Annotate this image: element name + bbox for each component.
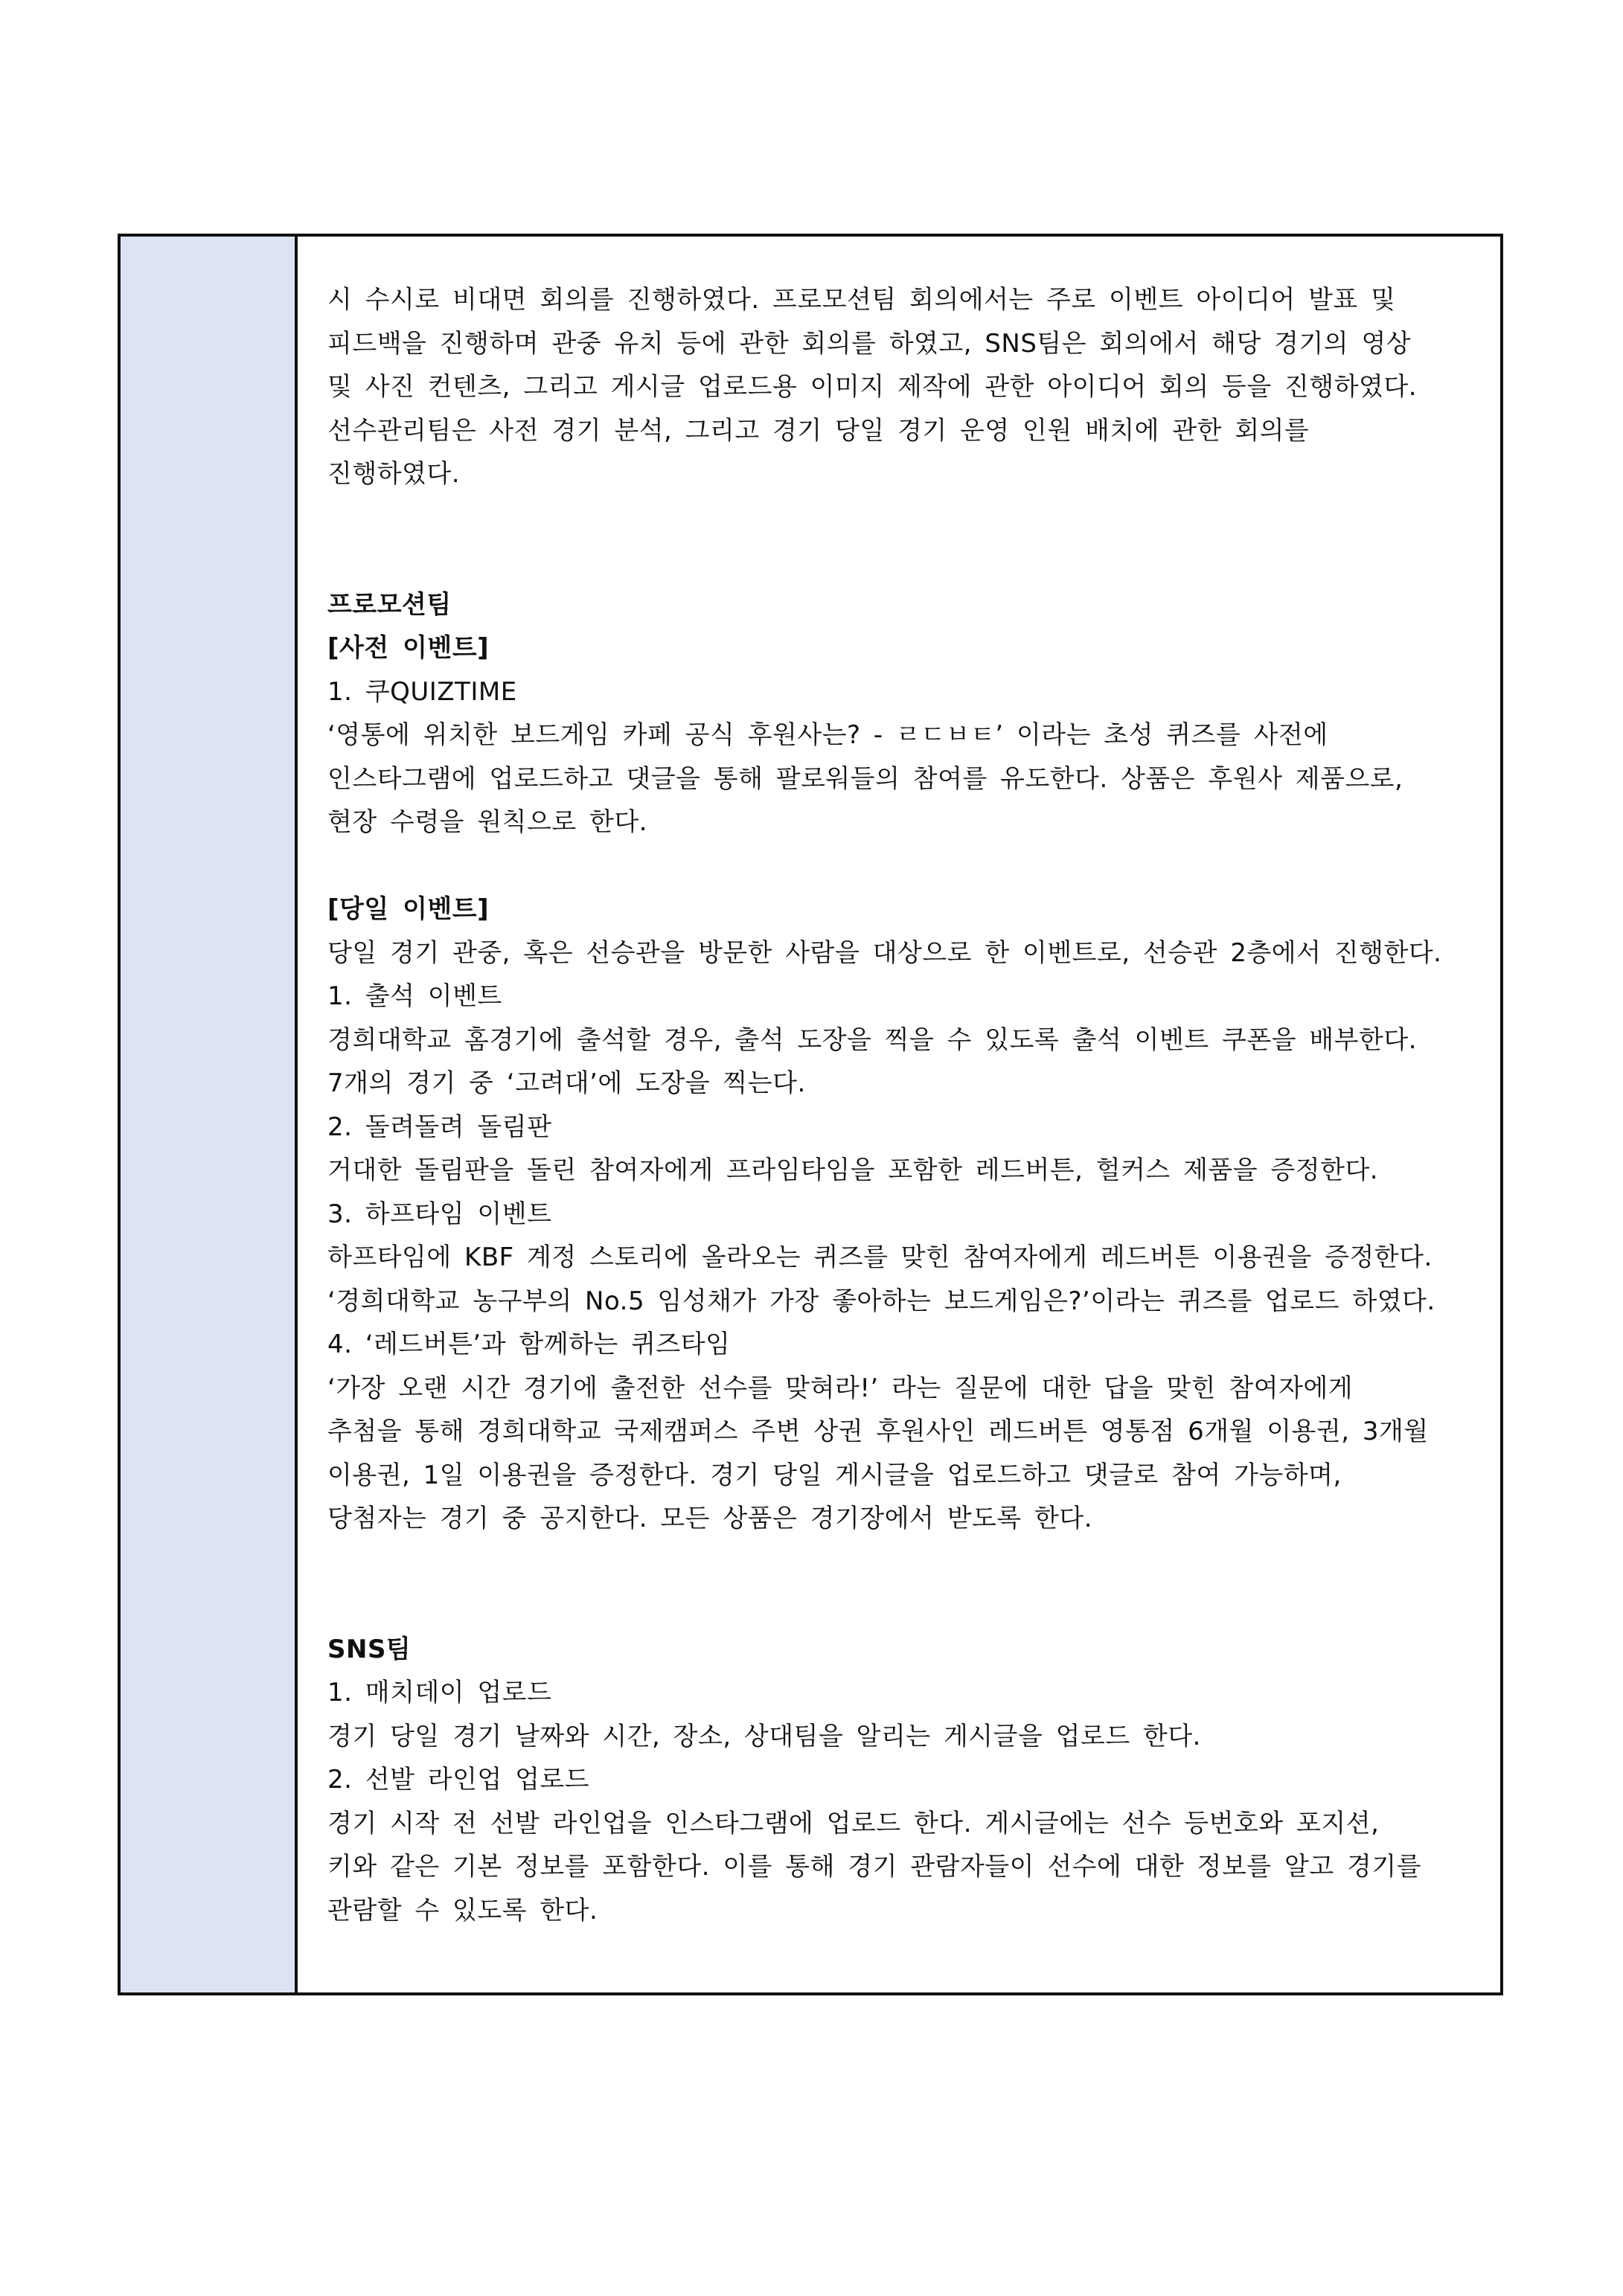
- day-event-line: ‘가장 오랜 시간 경기에 출전한 선수를 맞혀라!’ 라는 질문에 대한 답을 맞힌 참여자에게: [327, 1373, 1354, 1403]
- intro-line: 선수관리팀은 사전 경기 분석, 그리고 경기 당일 경기 운영 인원 배치에 관한 회의를: [327, 415, 1310, 446]
- sns-line: 키와 같은 기본 정보를 포함한다. 이를 통해 경기 관람자들이 선수에 대한 정보를 알고 경기를: [327, 1852, 1422, 1882]
- spacer: [327, 844, 1485, 888]
- table-content-cell: [298, 237, 1500, 1992]
- pre-event-line: 1. 쿠QUIZTIME: [327, 676, 517, 707]
- day-event-line: 당첨자는 경기 중 공지한다. 모든 상품은 경기장에서 받도록 한다.: [327, 1504, 1093, 1533]
- day-event-line: 1. 출석 이벤트: [327, 981, 502, 1011]
- day-event-line: 이용권, 1일 이용권을 증정한다. 경기 당일 게시글을 업로드하고 댓글로 참여 가능하며,: [327, 1460, 1342, 1490]
- sns-line: 경기 시작 전 선발 라인업을 인스타그램에 업로드 한다. 게시글에는 선수 등번호와 포지션,: [327, 1808, 1380, 1838]
- intro-line: 및 사진 컨텐츠, 그리고 게시글 업로드용 이미지 제작에 관한 아이디어 회의 등을 진행하였다.: [327, 372, 1418, 402]
- pre-event-line: 인스타그램에 업로드하고 댓글을 통해 팔로워들의 참여를 유도한다. 상품은 후원사 제품으로,: [327, 763, 1403, 794]
- day-event-heading: [당일 이벤트]: [327, 894, 490, 924]
- day-event-line: 거대한 돌림판을 돌린 참여자에게 프라임타임을 포함한 레드버튼, 헐커스 제품을 증정한다.: [327, 1155, 1379, 1185]
- intro-line: 진행하였다.: [327, 459, 461, 489]
- day-event-line: 추첨을 통해 경희대학교 국제캠퍼스 주변 상권 후원사인 레드버튼 영통점 6개월 이용권, 3개월: [327, 1417, 1429, 1446]
- day-event-line: 7개의 경기 중 ‘고려대’에 도장을 찍는다.: [327, 1068, 806, 1098]
- pre-event-line: ‘영통에 위치한 보드게임 카페 공식 후원사는? - ㄹㄷㅂㅌ’ 이라는 초성 퀴즈를 사전에: [327, 720, 1328, 750]
- sns-line: 2. 선발 라인업 업로드: [327, 1765, 590, 1795]
- sns-team-heading: SNS팀: [327, 1634, 412, 1664]
- sns-line: 1. 매치데이 업로드: [327, 1678, 552, 1707]
- table-label-cell: [121, 237, 298, 1992]
- intro-line: 피드백을 진행하며 관중 유치 등에 관한 회의를 하였고, SNS팀은 회의에서 해당 경기의 영상: [327, 328, 1412, 359]
- sns-line: 경기 당일 경기 날짜와 시간, 장소, 상대팀을 알리는 게시글을 업로드 한다.: [327, 1721, 1201, 1751]
- pre-event-line: 현장 수령을 원칙으로 한다.: [327, 807, 648, 837]
- day-event-line: 2. 돌려돌려 돌림판: [327, 1112, 552, 1142]
- day-event-line: 하프타임에 KBF 계정 스토리에 올라오는 퀴즈를 맞힌 참여자에게 레드버튼 이용권을 증정한다.: [327, 1242, 1432, 1272]
- intro-line: 시 수시로 비대면 회의를 진행하였다. 프로모션팀 회의에서는 주로 이벤트 아이디어 발표 및: [327, 285, 1396, 315]
- spacer: [327, 539, 1485, 583]
- day-event-line: 3. 하프타임 이벤트: [327, 1199, 552, 1229]
- pre-event-heading: [사전 이벤트]: [327, 633, 490, 663]
- day-event-line: 4. ‘레드버튼’과 함께하는 퀴즈타임: [327, 1330, 731, 1359]
- spacer: [327, 1584, 1485, 1628]
- spacer: [327, 1541, 1485, 1585]
- day-event-line: 경희대학교 홈경기에 출석할 경우, 출석 도장을 찍을 수 있도록 출석 이벤트 쿠폰을 배부한다.: [327, 1024, 1418, 1055]
- day-event-line: ‘경희대학교 농구부의 No.5 임성채가 가장 좋아하는 보드게임은?’이라는 퀴즈를 업로드 하였다.: [327, 1286, 1435, 1316]
- document-table: [118, 234, 1503, 1995]
- spacer: [327, 496, 1485, 540]
- promotion-team-heading: 프로모션팀: [327, 589, 452, 620]
- sns-line: 관람할 수 있도록 한다.: [327, 1895, 598, 1925]
- day-event-line: 당일 경기 관중, 혹은 선승관을 방문한 사람을 대상으로 한 이벤트로, 선승관 2층에서 진행한다.: [327, 937, 1442, 968]
